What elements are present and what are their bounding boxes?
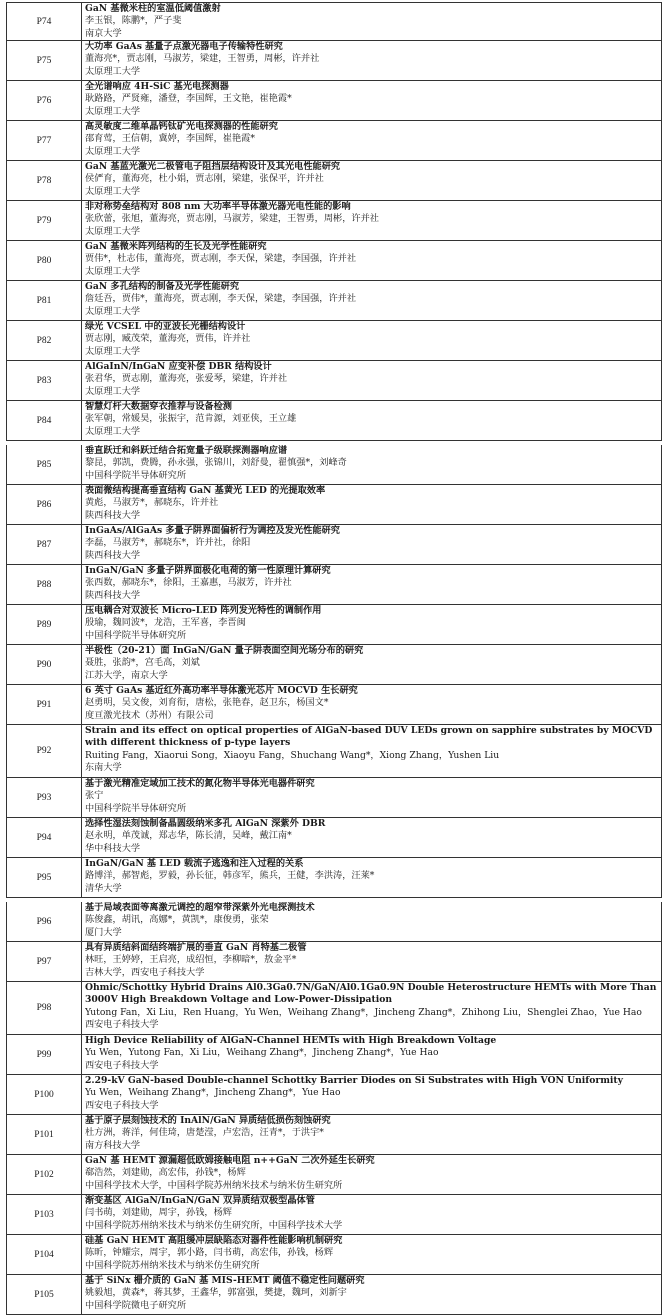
paper-authors: 董海亮*，贾志刚，马淑芳，梁建，王智勇，周彬，许并社 [85, 53, 320, 65]
table-row [6, 401, 662, 441]
paper-affiliation: 江苏大学，南京大学 [85, 669, 168, 681]
paper-title: InGaAs/AlGaAs 多量子阱界面偏析行为调控及发光性能研究 [85, 525, 340, 536]
paper-authors: 詹廷吾，贾伟*，董海亮，贾志刚，李天保，梁建，李国强，许并社 [85, 293, 357, 305]
paper-authors: 杜方洲，蒋洋，何佳琦，唐楚滢，卢宏浩，汪青*，于洪宇* [85, 1127, 324, 1139]
paper-title: GaN 基微米柱的室温低阈值激射 [85, 3, 221, 14]
paper-info [82, 241, 661, 280]
paper-code: P85 [7, 445, 82, 484]
paper-title: 垂直跃迁和斜跃迁结合拓宽量子级联探测器响应谱 [85, 445, 288, 456]
paper-affiliation: 太原理工大学 [85, 185, 141, 197]
paper-title: 高灵敏度二维单晶钙钛矿光电探测器的性能研究 [85, 121, 278, 132]
paper-authors: 黄彪，马淑芳*，郝晓东，许并社 [85, 497, 219, 509]
table-row [6, 818, 662, 858]
paper-code: P84 [7, 401, 82, 440]
paper-info [82, 81, 661, 120]
table-row [6, 81, 662, 121]
paper-title: High Device Reliability of AlGaN-Channel HEMTs with High Breakdown Voltage [85, 1035, 497, 1046]
paper-info [82, 1035, 661, 1074]
paper-code: P98 [7, 982, 82, 1034]
table-row [6, 1155, 662, 1195]
paper-title: 渐变基区 AlGaN/InGaN/GaN 双异质结双极型晶体管 [85, 1195, 315, 1206]
paper-affiliation: 清华大学 [85, 882, 122, 894]
paper-affiliation: 吉林大学，西安电子科技大学 [85, 966, 205, 978]
paper-code: P79 [7, 201, 82, 240]
paper-info [82, 201, 661, 240]
paper-code: P78 [7, 161, 82, 200]
paper-affiliation: 中国科学院苏州纳米技术与纳米仿生研究所，中国科学技术大学 [85, 1219, 343, 1231]
paper-code: P91 [7, 685, 82, 724]
table-row [6, 565, 662, 605]
paper-title: GaN 多孔结构的制备及光学性能研究 [85, 281, 240, 292]
table-row [6, 485, 662, 525]
table-row [6, 445, 662, 485]
paper-info [82, 858, 661, 897]
paper-authors: 黎昆，郭凯，费腾，孙永强，张锦川，刘舒曼，翟慎强*，刘峰奇 [85, 457, 347, 469]
paper-info [82, 1275, 661, 1314]
table-row [6, 1115, 662, 1155]
paper-info [82, 902, 661, 941]
table-row [6, 241, 662, 281]
table-row [6, 858, 662, 898]
paper-code: P81 [7, 281, 82, 320]
paper-affiliation: 太原理工大学 [85, 105, 141, 117]
paper-authors: 陈昕，钟耀宗，周宇，郭小路，闫书萌，高宏伟，孙钱，杨辉 [85, 1247, 334, 1259]
paper-info [82, 3, 661, 40]
paper-authors: 张君华，贾志刚，董海亮，张爱琴，梁建，许并社 [85, 373, 288, 385]
paper-code: P99 [7, 1035, 82, 1074]
paper-affiliation: 中国科学院微电子研究所 [85, 1299, 187, 1311]
paper-affiliation: 陕西科技大学 [85, 549, 141, 561]
paper-info [82, 565, 661, 604]
paper-code: P82 [7, 321, 82, 360]
paper-affiliation: 太原理工大学 [85, 265, 141, 277]
paper-info [82, 942, 661, 981]
table-row [6, 281, 662, 321]
paper-authors: Yu Wen，Weihang Zhang*，Jincheng Zhang*，Yue Hao [85, 1087, 341, 1099]
paper-code: P94 [7, 818, 82, 857]
paper-title: 非对称势垒结构对 808 nm 大功率半导体激光器光电性能的影响 [85, 201, 351, 212]
paper-title: 表面微结构提高垂直结构 GaN 基黄光 LED 的光提取效率 [85, 485, 326, 496]
paper-affiliation: 度亘激光技术（苏州）有限公司 [85, 709, 214, 721]
paper-info [82, 605, 661, 644]
paper-title: Strain and its effect on optical properties of AlGaN-based DUV LEDs grown on sapphire substrates by MOCVD with different thickness of p-type layers [85, 725, 653, 749]
paper-title: 基于局域表面等离激元调控的超窄带深紫外光电探测技术 [85, 902, 315, 913]
paper-authors: 郗浩然，刘建勋，高宏伟，孙钱*，杨辉 [85, 1167, 246, 1179]
paper-info [82, 361, 661, 400]
paper-title: InGaN/GaN 多量子阱界面极化电荷的第一性原理计算研究 [85, 565, 331, 576]
paper-info [82, 1195, 661, 1234]
paper-code: P74 [7, 3, 82, 40]
paper-authors: Yutong Fan，Xi Liu，Ren Huang，Yu Wen，Weihang Zhang*，Jincheng Zhang*，Zhihong Liu，Shenglei Zhao，Yue Hao [85, 1006, 642, 1018]
paper-code: P93 [7, 778, 82, 817]
paper-affiliation: 西安电子科技大学 [85, 1059, 159, 1071]
paper-info [82, 401, 661, 440]
paper-authors: 李磊，马淑芳*，郝晓东*，许并社，徐阳 [85, 537, 251, 549]
paper-code: P80 [7, 241, 82, 280]
paper-title: AlGaInN/InGaN 应变补偿 DBR 结构设计 [85, 361, 272, 372]
paper-info [82, 161, 661, 200]
paper-code: P90 [7, 645, 82, 684]
paper-authors: 闫书萌，刘建勋，周宇，孙钱，杨辉 [85, 1207, 232, 1219]
paper-authors: 张军朝，常媛昊，张振宇，范肯源，刘亚侠，王立雄 [85, 413, 297, 425]
paper-code: P105 [7, 1275, 82, 1314]
paper-info [82, 1115, 661, 1154]
paper-code: P104 [7, 1235, 82, 1274]
paper-code: P100 [7, 1075, 82, 1114]
paper-title: GaN 基微米阵列结构的生长及光学性能研究 [85, 241, 267, 252]
table-row [6, 605, 662, 645]
paper-authors: 侯俨育，董海亮，杜小娟，贾志刚，梁建，张保平，许并社 [85, 173, 324, 185]
program-table [6, 2, 662, 1315]
paper-affiliation: 太原理工大学 [85, 145, 141, 157]
paper-code: P77 [7, 121, 82, 160]
paper-title: 压电耦合对双波长 Micro-LED 阵列发光特性的调制作用 [85, 605, 322, 616]
paper-affiliation: 太原理工大学 [85, 305, 141, 317]
paper-authors: 赵永明，单茂诚，郑志华，陈长清，吴峰，戴江南* [85, 830, 292, 842]
paper-info [82, 445, 661, 484]
paper-title: 绿光 VCSEL 中的亚波长光栅结构设计 [85, 321, 246, 332]
paper-code: P103 [7, 1195, 82, 1234]
paper-authors: 耿路路，严贤雍，潘登，李国辉，王文艳，崔艳霞* [85, 93, 292, 105]
paper-authors: 路博洋，郝智彪，罗毅，孙长征，韩彦军，熊兵，王健，李洪涛，汪莱* [85, 870, 375, 882]
paper-code: P96 [7, 902, 82, 941]
paper-code: P76 [7, 81, 82, 120]
paper-authors: Yu Wen，Yutong Fan，Xi Liu，Weihang Zhang*，Jincheng Zhang*，Yue Hao [85, 1047, 439, 1059]
paper-info [82, 725, 661, 777]
paper-info [82, 818, 661, 857]
paper-info [82, 525, 661, 564]
paper-affiliation: 中国科学技术大学，中国科学院苏州纳米技术与纳米仿生研究所 [85, 1179, 343, 1191]
paper-authors: 贾志刚，臧茂荣，董海亮，贾伟，许并社 [85, 333, 251, 345]
paper-affiliation: 太原理工大学 [85, 65, 141, 77]
paper-authors: 贾伟*，杜志伟，董海亮，贾志刚，李天保，梁建，李国强，许并社 [85, 253, 357, 265]
paper-info [82, 1155, 661, 1194]
paper-affiliation: 中国科学院半导体研究所 [85, 629, 187, 641]
paper-info [82, 685, 661, 724]
table-row [6, 161, 662, 201]
paper-title: 基于 SiNx 栅介质的 GaN 基 MIS-HEMT 阈值不稳定性问题研究 [85, 1275, 365, 1286]
table-row [6, 41, 662, 81]
paper-affiliation: 南方科技大学 [85, 1139, 141, 1151]
paper-info [82, 1075, 661, 1114]
paper-title: 全光谱响应 4H-SiC 基光电探测器 [85, 81, 229, 92]
table-row [6, 321, 662, 361]
table-row [6, 982, 662, 1035]
table-row [6, 1035, 662, 1075]
table-row [6, 361, 662, 401]
paper-title: 半极性（20-21）面 InGaN/GaN 量子阱表面空间光场分布的研究 [85, 645, 364, 656]
table-row [6, 778, 662, 818]
paper-affiliation: 中国科学院半导体研究所 [85, 469, 187, 481]
paper-title: 大功率 GaAs 基量子点激光器电子传输特性研究 [85, 41, 283, 52]
paper-code: P75 [7, 41, 82, 80]
table-row [6, 685, 662, 725]
paper-authors: 张欣蕾，张旭，董海亮，贾志刚，马淑芳，梁建，王智勇，周彬，许并社 [85, 213, 379, 225]
paper-code: P102 [7, 1155, 82, 1194]
paper-title: 6 英寸 GaAs 基近红外高功率半导体激光芯片 MOCVD 生长研究 [85, 685, 358, 696]
paper-info [82, 121, 661, 160]
paper-code: P92 [7, 725, 82, 777]
paper-affiliation: 太原理工大学 [85, 425, 141, 437]
table-row [6, 1075, 662, 1115]
table-row [6, 645, 662, 685]
table-row [6, 942, 662, 982]
paper-authors: 陈俊鑫，胡讯，高娜*，黄凯*，康俊勇，张荣 [85, 914, 269, 926]
paper-authors: 邵育莺，王信朝，冀婷，李国辉，崔艳霞* [85, 133, 255, 145]
paper-info [82, 645, 661, 684]
paper-affiliation: 中国科学院苏州纳米技术与纳米仿生研究所 [85, 1259, 260, 1271]
paper-affiliation: 厦门大学 [85, 926, 122, 938]
paper-title: 硅基 GaN HEMT 高阻缓冲层缺陷态对器件性能影响机制研究 [85, 1235, 343, 1246]
paper-affiliation: 陕西科技大学 [85, 589, 141, 601]
paper-affiliation: 东南大学 [85, 762, 122, 774]
paper-code: P89 [7, 605, 82, 644]
paper-info [82, 281, 661, 320]
paper-affiliation: 太原理工大学 [85, 385, 141, 397]
paper-info [82, 982, 661, 1034]
table-row [6, 725, 662, 778]
paper-title: 具有异质结斜面结终端扩展的垂直 GaN 肖特基二极管 [85, 942, 307, 953]
table-row [6, 525, 662, 565]
paper-title: GaN 基 HEMT 源漏超低欧姆接触电阻 n++GaN 二次外延生长研究 [85, 1155, 375, 1166]
paper-title: GaN 基蓝光激光二极管电子阻挡层结构设计及其光电性能研究 [85, 161, 341, 172]
paper-authors: 聂胜，张韵*，宫毛高，刘斌 [85, 657, 200, 669]
table-row [6, 1195, 662, 1235]
paper-title: 2.29-kV GaN-based Double-channel Schottky Barrier Diodes on Si Substrates with High VON Uniformity [85, 1075, 624, 1086]
paper-authors: 张西数，郝晓东*，徐阳，王嘉惠，马淑芳，许并社 [85, 577, 292, 589]
paper-affiliation: 南京大学 [85, 27, 122, 39]
paper-title: 基于原子层刻蚀技术的 InAlN/GaN 异质结低损伤刻蚀研究 [85, 1115, 331, 1126]
table-row [6, 902, 662, 942]
paper-title: 智慧灯杆大数据穿衣推荐与设备检测 [85, 401, 232, 412]
table-row [6, 201, 662, 241]
paper-code: P95 [7, 858, 82, 897]
paper-authors: 张宁 [85, 790, 104, 802]
paper-info [82, 41, 661, 80]
paper-authors: Ruiting Fang，Xiaorui Song，Xiaoyu Fang，Shuchang Wang*，Xiong Zhang，Yushen Liu [85, 749, 500, 761]
paper-affiliation: 陕西科技大学 [85, 509, 141, 521]
paper-affiliation: 中国科学院半导体研究所 [85, 802, 187, 814]
paper-code: P83 [7, 361, 82, 400]
paper-code: P97 [7, 942, 82, 981]
paper-authors: 李玉银，陈鹏*，严子斐 [85, 15, 182, 27]
paper-authors: 赵勇明，吴文俊，刘育衔，唐松，张艳春，赵卫东，杨国文* [85, 697, 329, 709]
table-row [6, 1275, 662, 1315]
paper-code: P101 [7, 1115, 82, 1154]
paper-info [82, 485, 661, 524]
paper-affiliation: 太原理工大学 [85, 225, 141, 237]
paper-authors: 林旺，王婷婷，王启亮，成绍恒，李柳暗*，敖金平* [85, 954, 297, 966]
table-row [6, 3, 662, 41]
paper-title: 基于激光精准定域加工技术的氮化物半导体光电器件研究 [85, 778, 315, 789]
paper-title: Ohmic/Schottky Hybrid Drains Al0.3Ga0.7N/GaN/Al0.1Ga0.9N Double Heterostructure HEMTs with More Than 3000V High Breakdown Voltage and Low-Power-Dissipation [85, 982, 657, 1006]
paper-title: InGaN/GaN 基 LED 载流子逃逸和注入过程的关系 [85, 858, 304, 869]
paper-info [82, 321, 661, 360]
paper-affiliation: 太原理工大学 [85, 345, 141, 357]
paper-code: P88 [7, 565, 82, 604]
paper-authors: 姚毅旭，黄森*，蒋其梦，王鑫华，郭富强，樊捷，魏珂，刘新宇 [85, 1287, 347, 1299]
paper-code: P86 [7, 485, 82, 524]
paper-title: 选择性湿法刻蚀制备晶圆级纳米多孔 AlGaN 深紫外 DBR [85, 818, 326, 829]
paper-affiliation: 西安电子科技大学 [85, 1099, 159, 1111]
table-row [6, 1235, 662, 1275]
paper-code: P87 [7, 525, 82, 564]
paper-affiliation: 西安电子科技大学 [85, 1019, 159, 1031]
paper-info [82, 778, 661, 817]
paper-info [82, 1235, 661, 1274]
paper-authors: 殷瑜，魏同波*，龙浩，王军喜，李晋闽 [85, 617, 246, 629]
table-row [6, 121, 662, 161]
paper-affiliation: 华中科技大学 [85, 842, 141, 854]
